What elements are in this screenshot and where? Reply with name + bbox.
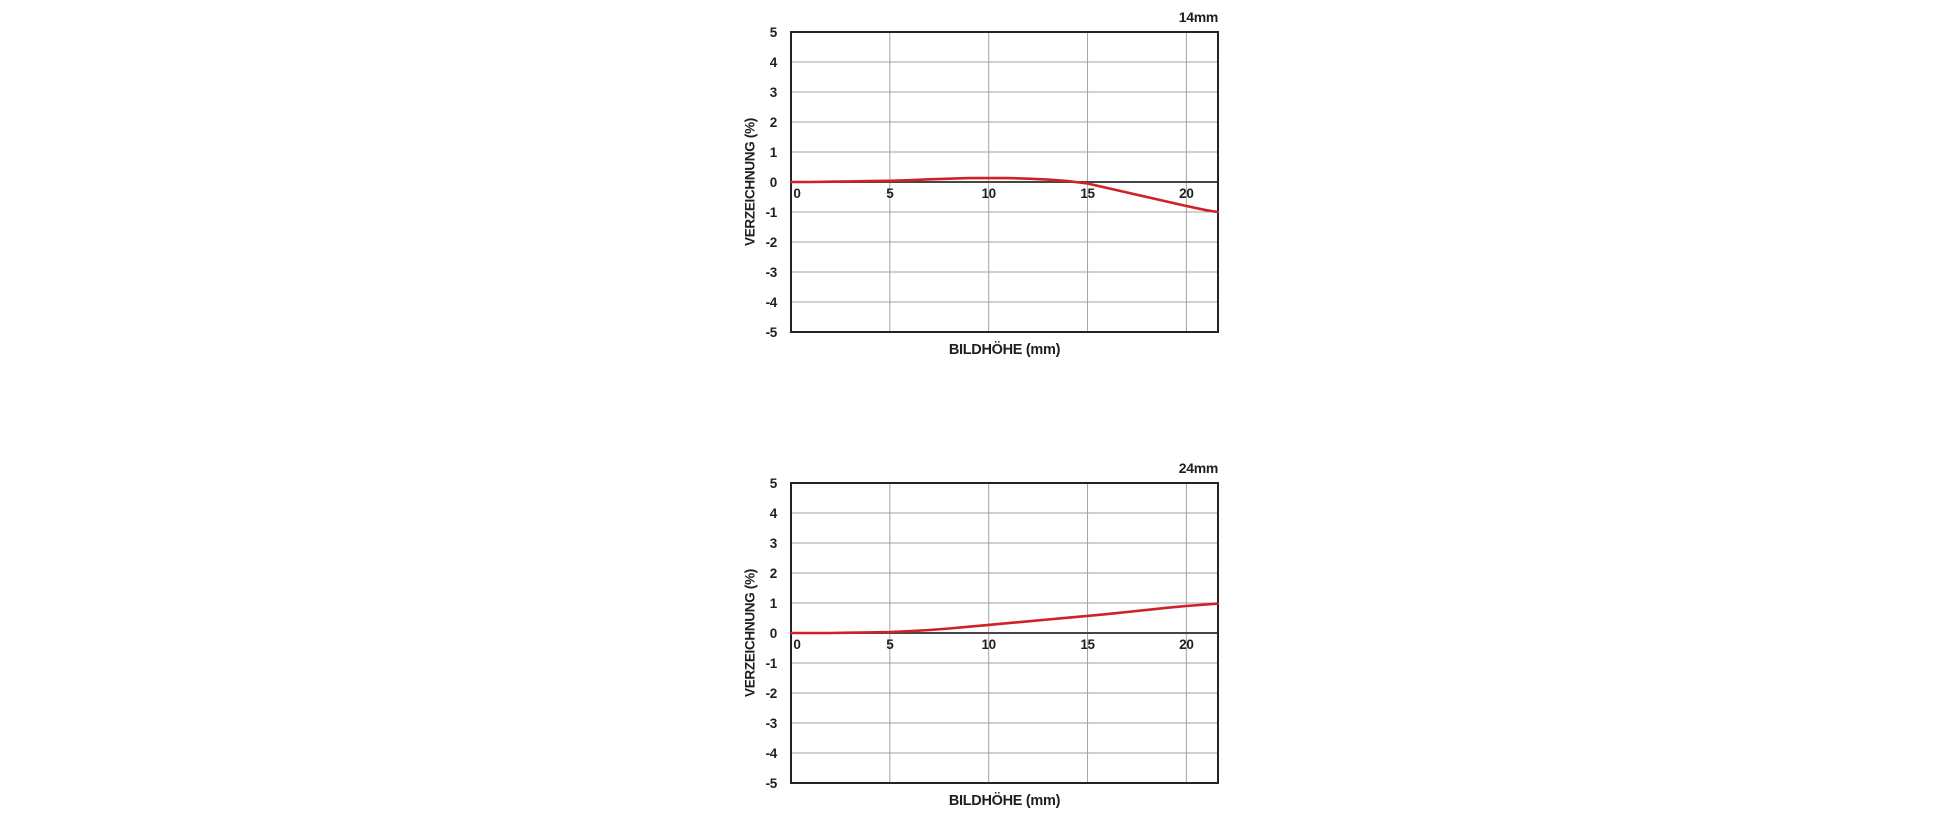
y-tick-label: 3 (769, 535, 777, 551)
y-tick-label: -1 (765, 655, 777, 671)
y-axis-label: VERZEICHNUNG (%) (742, 569, 758, 697)
y-tick-label: 5 (769, 475, 777, 491)
y-tick-label: 2 (769, 565, 777, 581)
x-tick-label: 20 (1179, 186, 1194, 201)
y-tick-label: -5 (765, 775, 777, 791)
y-tick-label: -1 (765, 204, 777, 220)
x-axis-label: BILDHÖHE (mm) (948, 342, 1061, 358)
y-tick-label: 1 (769, 144, 777, 160)
y-axis-label: VERZEICHNUNG (%) (742, 118, 758, 246)
x-tick-label: 20 (1179, 637, 1194, 652)
y-tick-label: -4 (765, 294, 777, 310)
x-tick-label: 0 (793, 637, 801, 652)
x-tick-label: 5 (886, 637, 894, 652)
y-tick-label: -2 (765, 685, 777, 701)
series-line-24mm (791, 604, 1218, 633)
y-tick-label: 5 (769, 24, 777, 40)
y-tick-label: -2 (765, 234, 777, 250)
y-tick-label: 0 (769, 625, 777, 641)
plot-area-14mm (730, 0, 1290, 380)
y-tick-label: 2 (769, 114, 777, 130)
x-tick-label: 10 (981, 186, 996, 201)
y-tick-label: -4 (765, 745, 777, 761)
x-tick-label: 15 (1080, 637, 1095, 652)
x-tick-label: 15 (1080, 186, 1095, 201)
y-tick-label: 4 (769, 54, 777, 70)
x-tick-label: 5 (886, 186, 894, 201)
y-tick-label: -5 (765, 324, 777, 340)
distortion-chart-14mm (730, 0, 1290, 380)
y-tick-label: 0 (769, 174, 777, 190)
y-tick-label: 1 (769, 595, 777, 611)
series-line-14mm (791, 178, 1218, 212)
chart-title-24mm: 24mm (1178, 460, 1218, 476)
plot-area-24mm (730, 451, 1290, 819)
y-tick-label: -3 (765, 264, 777, 280)
y-tick-label: 4 (769, 505, 777, 521)
x-tick-label: 0 (793, 186, 801, 201)
x-tick-label: 10 (981, 637, 996, 652)
y-tick-label: 3 (769, 84, 777, 100)
y-tick-label: -3 (765, 715, 777, 731)
x-axis-label: BILDHÖHE (mm) (948, 793, 1061, 809)
distortion-chart-24mm (730, 451, 1290, 819)
chart-title-14mm: 14mm (1178, 9, 1218, 25)
